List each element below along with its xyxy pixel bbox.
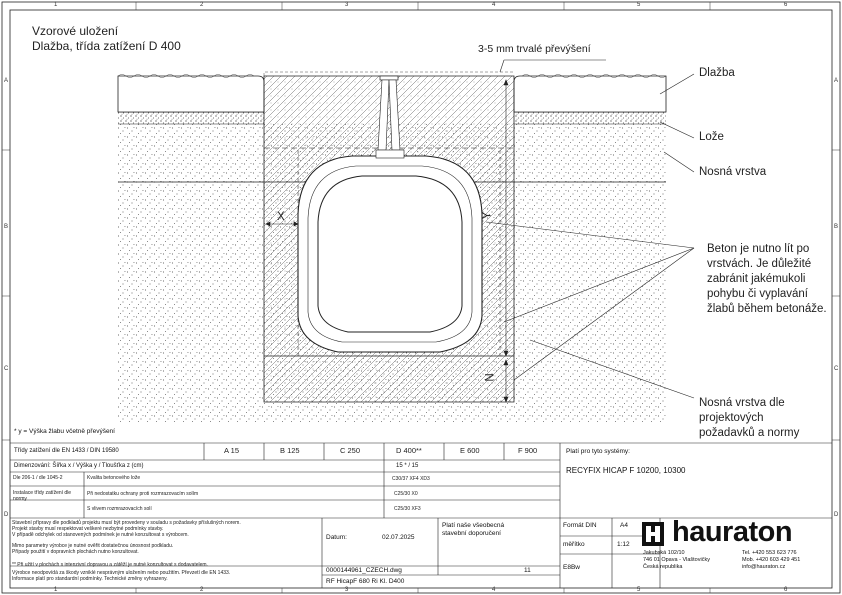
grid-row-a: A xyxy=(4,78,9,84)
scale-value: 1:12 xyxy=(617,541,630,548)
grid-col-6-bottom: 6 xyxy=(784,587,788,593)
sheet-number: 11 xyxy=(524,567,531,574)
paving-right xyxy=(514,76,666,112)
bedding-right xyxy=(514,112,666,124)
title-line-2: Dlažba, třída zatížení D 400 xyxy=(32,39,181,53)
note-7: Výrobce neodpovídá za škody vzniklé nesprávným uložením nebo použitím. Převzetí dle EN 1433. xyxy=(12,570,231,576)
systems-label: Platí pro tyto systémy: xyxy=(566,448,630,455)
grid-row-b: B xyxy=(4,224,9,230)
note-3: V případě odchylek od stanovených podmínek je nutné konzultovat s výrobcem. xyxy=(12,532,189,538)
grid-col-1: 1 xyxy=(54,2,58,8)
format-value: A4 xyxy=(620,522,628,529)
dim-n: N xyxy=(484,373,497,382)
row3-mid: S vlivem rozmrazovacích solí xyxy=(87,506,152,512)
table-header-label: Třídy zatížení dle EN 1433 / DIN 19580 xyxy=(14,448,119,454)
dim-y: Y xyxy=(481,211,494,220)
row1-value: C30/37 XF4 XD3 xyxy=(392,476,430,482)
hauraton-logo-icon xyxy=(642,522,664,546)
class-e600: E 600 xyxy=(460,446,480,455)
row1-mid: Kvalita betonového lože xyxy=(87,475,141,481)
basis-note: Platí naše všeobecná stavební doporučení xyxy=(442,522,505,537)
callout-bedding: Lože xyxy=(699,131,724,143)
systems-value: RECYFIX HICAP F 10200, 10300 xyxy=(566,466,686,475)
paving-left xyxy=(118,76,264,112)
callout-paving: Dlažba xyxy=(699,67,735,79)
date-label: Datum: xyxy=(326,534,347,541)
note-5: Případy použití v dopravních plochách nutno konzultovat. xyxy=(12,549,139,555)
drawing-title xyxy=(32,24,181,54)
drawing-name: RF HicapF 680 Ri Kl. D400 xyxy=(326,578,405,585)
grid-col-2-bottom: 2 xyxy=(200,587,204,593)
dims-value: 15 * / 15 xyxy=(396,463,419,469)
grid-col-1-bottom: 1 xyxy=(54,587,58,593)
language-code: E8Bw xyxy=(563,564,580,571)
row3-value: C25/30 XF3 xyxy=(394,506,421,512)
company-address: Jakubská 102/10 746 01 Opava - Vlaštovičky Česká republika xyxy=(643,550,710,570)
note-2: Projekt stavby musí respektovat veškeré nezbytné podmínky stavby. xyxy=(12,526,164,532)
class-d400: D 400** xyxy=(396,446,422,455)
note-1: Stavební přípravy dle podkladů projektu musí být provedeny v souladu s požadavky příslušných norem. xyxy=(12,520,241,526)
grid-col-6: 6 xyxy=(784,2,788,8)
class-b125: B 125 xyxy=(280,446,300,455)
grid-col-2: 2 xyxy=(200,2,204,8)
class-f900: F 900 xyxy=(518,446,538,455)
format-label: Formát DIN xyxy=(563,522,597,529)
row1-left: Dle 206-1 / dle 1045-2 xyxy=(13,475,63,481)
grid-row-b-right: B xyxy=(834,224,839,230)
grid-row-c: C xyxy=(4,366,9,372)
grid-col-5-bottom: 5 xyxy=(637,587,641,593)
callout-concrete: Beton je nutno lít po vrstvách. Je důležité zabránit jakémukoli pohybu či vyplavání žlabů během betonáže. xyxy=(707,243,827,315)
doc-number: 0000144961_CZECH.dwg xyxy=(326,567,402,574)
dims-label: Dimenzování: Šířka x / Výška y / Tloušťka z (cm) xyxy=(14,463,144,469)
row2-mid: Při nedostatku ochrany proti rozmrazovacím solím xyxy=(87,491,199,497)
date-value: 02.07.2025 xyxy=(382,534,415,541)
grid-row-d: D xyxy=(4,512,9,518)
company-contact: Tel. +420 553 623 776 Mob. +420 603 429 451 info@hauraton.cz xyxy=(742,550,801,570)
grid-col-4-bottom: 4 xyxy=(492,587,496,593)
grid-row-a-right: A xyxy=(834,78,839,84)
grid-row-c-right: C xyxy=(834,366,839,372)
callout-subbase: Nosná vrstva dle projektových požadavků a normy xyxy=(699,397,800,439)
title-line-1: Vzorové uložení xyxy=(32,24,119,38)
grid-col-5: 5 xyxy=(637,2,641,8)
company-brand: hauraton xyxy=(672,516,793,548)
row2-left: Instalace třídy zatížení dle normy xyxy=(13,490,72,502)
class-a15: A 15 xyxy=(224,446,240,455)
grid-col-3: 3 xyxy=(345,2,349,8)
note-6: ** Při užití v plochách s intenzivní dopravou a zátěží je nutné konzultovat s dodavatelem. xyxy=(12,562,208,568)
cross-section xyxy=(118,72,666,422)
scale-label: měřítko xyxy=(563,541,585,548)
bedding-left xyxy=(118,112,264,124)
grating xyxy=(380,76,398,80)
class-c250: C 250 xyxy=(340,446,361,455)
footnote: * y = Výška žlabu včetně převýšení xyxy=(14,428,115,435)
callout-base: Nosná vrstva xyxy=(699,166,767,178)
grid-col-3-bottom: 3 xyxy=(345,587,349,593)
grid-row-d-right: D xyxy=(834,512,839,518)
callout-overheight: 3-5 mm trvalé převýšení xyxy=(478,43,591,55)
note-4: Mimo parametry výrobce je nutné ověřit dostatečnou únosnost podkladu. xyxy=(12,543,174,549)
row2-value: C25/30 X0 xyxy=(394,491,418,497)
note-8: Informace platí pro standardní podmínky. Technické změny vyhrazeny. xyxy=(12,576,168,582)
dim-x: X xyxy=(277,211,285,223)
grid-col-4: 4 xyxy=(492,2,496,8)
